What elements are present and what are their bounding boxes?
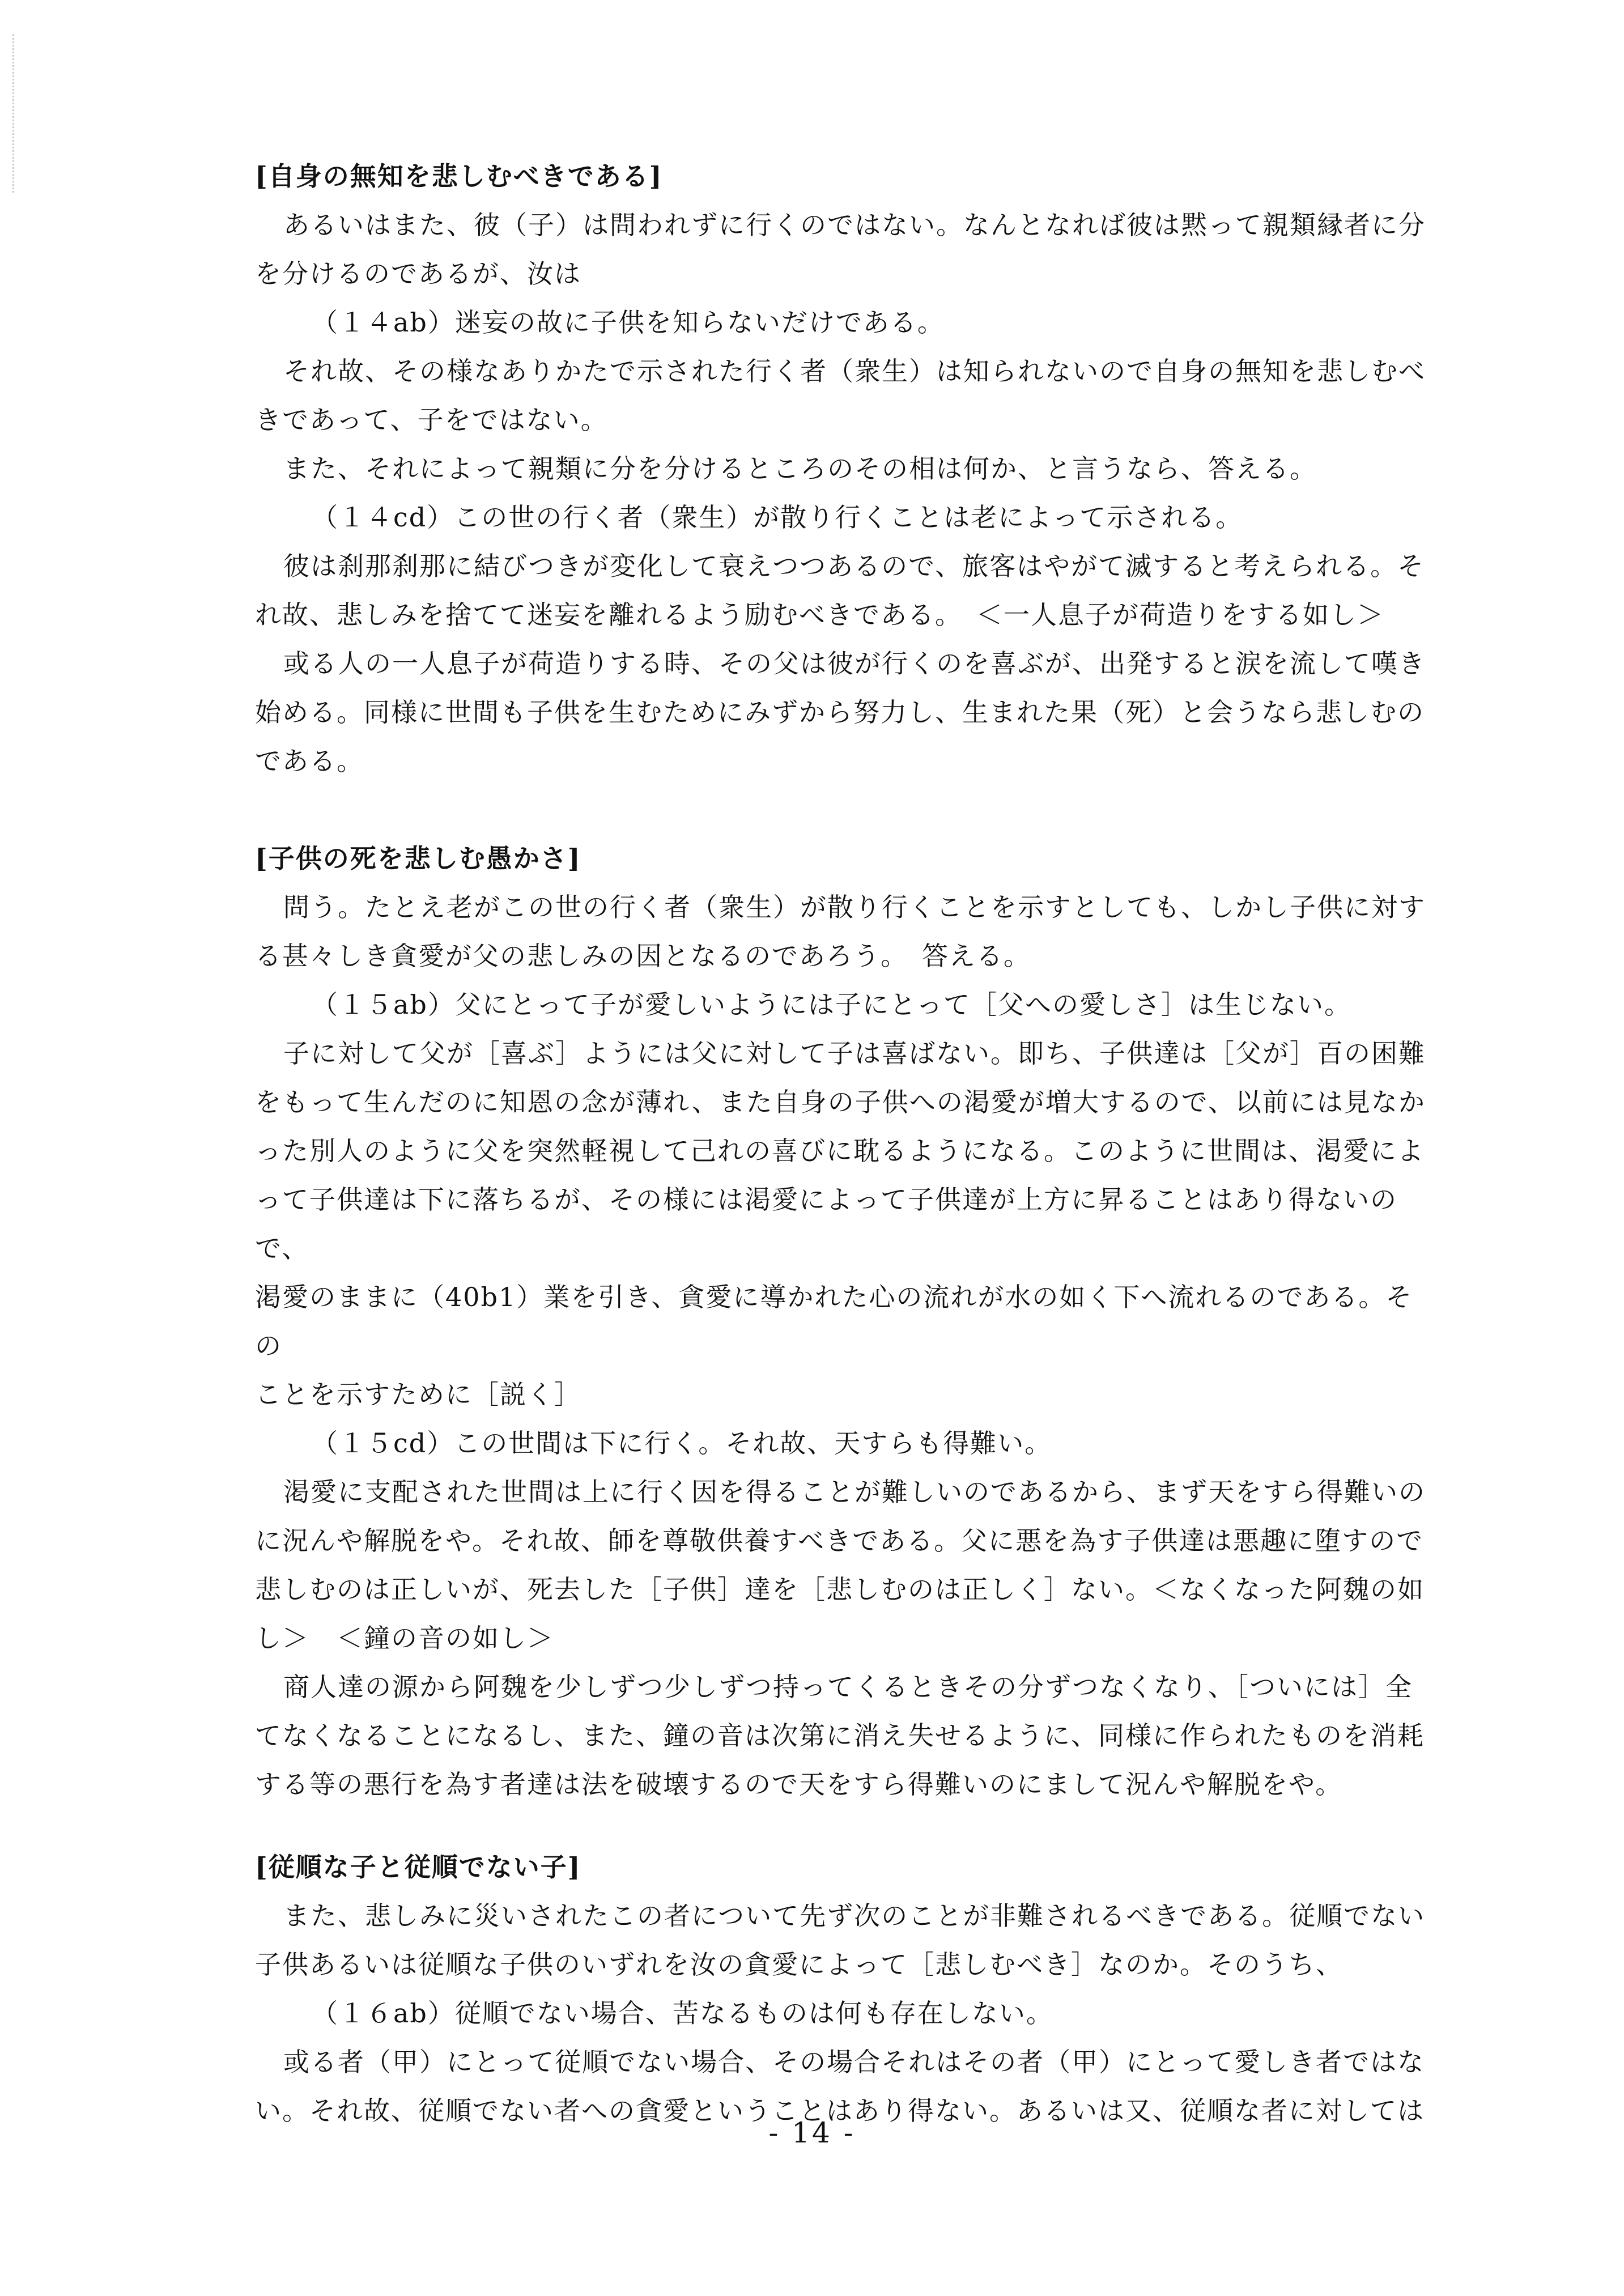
verse-line: （１５cd）この世間は下に行く。それ故、天すらも得難い。 [312,1428,1052,1459]
section-obedient-child [255,1843,1434,2135]
paragraph-line: れ故、悲しみを捨てて迷妄を離れるよう励むべきである。 ＜一人息子が荷造りをする如し＞ [255,599,1384,630]
paragraph-line: に況んや解脱をや。それ故、師を尊敬供養すべきである。父に悪を為す子供達は悪趣に堕すので [255,1525,1424,1556]
paragraph-line: てなくなることになるし、また、鐘の音は次第に消え失せるように、同様に作られたものを消耗 [255,1720,1425,1751]
paragraph-line: 子に対して父が［喜ぶ］ようには父に対して子は喜ばない。即ち、子供達は［父が］百の困難 [283,1038,1426,1069]
section-foolishness [255,834,1434,1809]
paragraph-line: きであって、子をではない。 [255,405,608,435]
paragraph-line: それ故、その様なありかたで示された行く者（衆生）は知られないので自身の無知を悲しむべ [283,356,1426,386]
section-spacer [255,785,1434,834]
paragraph-line: い。それ故、従順でない者への貪愛ということはあり得ない。あるいは又、従順な者に対しては [255,2095,1425,2126]
paragraph-line: って子供達は下に落ちるが、その様には渇愛によって子供達が上方に昇ることはあり得ないので、 [255,1184,1397,1264]
paragraph-line: 渇愛に支配された世間は上に行く因を得ることが難しいのであるから、まず天をすら得難いの [283,1477,1426,1507]
paragraph-line: である。 [255,746,364,776]
page-number: - 14 - [768,2116,856,2149]
paragraph-line: する等の悪行を為す者達は法を破壊するので天をすら得難いのにまして況んや解脱をや。 [255,1769,1343,1800]
paragraph-line: 悲しむのは正しいが、死去した［子供］達を［悲しむのは正しく］ない。＜なくなった阿魏の如 [255,1574,1425,1605]
paragraph-line: 渇愛のままに（40b1）業を引き、貪愛に導かれた心の流れが水の如く下へ流れるのである。その [255,1282,1413,1361]
paragraph-line: 彼は刹那刹那に結びつきが変化して衰えつつあるので、旅客はやがて滅すると考えられる。そ [283,551,1425,581]
paragraph-line: ことを示すために［説く］ [255,1379,581,1410]
paragraph-line: を分けるのであるが、汝は [255,258,581,289]
paragraph-line: あるいはまた、彼（子）は問われずに行くのではない。なんとなれば彼は黙って親類縁者に分 [283,210,1426,240]
paragraph-line: 問う。たとえ老がこの世の行く者（衆生）が散り行くことを示すとしても、しかし子供に対す [283,892,1426,922]
paragraph-line: 商人達の源から阿魏を少しずつ少しずつ持ってくるときその分ずつなくなり、［ついには］全 [283,1672,1413,1702]
section-heading: [従順な子と従順でない子] [255,1852,581,1882]
verse-line: （１６ab）従順でない場合、苦なるものは何も存在しない。 [312,1998,1053,2029]
paragraph-line: った別人のように父を突然軽視して己れの喜びに耽るようになる。このように世間は、渇愛によ [255,1136,1425,1166]
paragraph-line: また、それによって親類に分を分けるところのその相は何か、と言うなら、答える。 [283,453,1317,484]
verse-line: （１５ab）父にとって子が愛しいようには子にとって［父への愛しさ］は生じない。 [312,989,1352,1020]
paragraph-line: る甚々しき貪愛が父の悲しみの因となるのであろう。 答える。 [255,941,1031,971]
verse-line: （１４cd）この世の行く者（衆生）が散り行くことは老によって示される。 [312,502,1243,533]
body-text [255,152,1434,2135]
section-heading: [自身の無知を悲しむべきである] [255,161,663,192]
paragraph-line: 子供あるいは従順な子供のいずれを汝の貪愛によって［悲しむべき］なのか。そのうち、 [255,1949,1343,1980]
paragraph-line: 始める。同様に世間も子供を生むためにみずから努力し、生まれた果（死）と会うなら悲しむの [255,697,1425,728]
section-spacer [255,1809,1434,1843]
paragraph-line: 或る者（甲）にとって従順でない場合、その場合それはその者（甲）にとって愛しき者ではな [283,2047,1425,2077]
paragraph-line: また、悲しみに災いされたこの者について先ず次のことが非難されるべきである。従順でない [283,1900,1426,1931]
paragraph-line: をもって生んだのに知恩の念が薄れ、また自身の子供への渇愛が増大するので、以前には見なか [255,1087,1426,1117]
paragraph-line: 或る人の一人息子が荷造りする時、その父は彼が行くのを喜ぶが、出発すると涙を流して嘆き [283,648,1426,679]
section-ignorance [255,152,1434,785]
verse-line: （１４ab）迷妄の故に子供を知らないだけである。 [312,307,945,338]
scan-edge-marks [12,34,16,193]
section-heading: [子供の死を悲しむ愚かさ] [255,843,581,874]
paragraph-line: し＞ ＜鐘の音の如し＞ [255,1623,554,1653]
